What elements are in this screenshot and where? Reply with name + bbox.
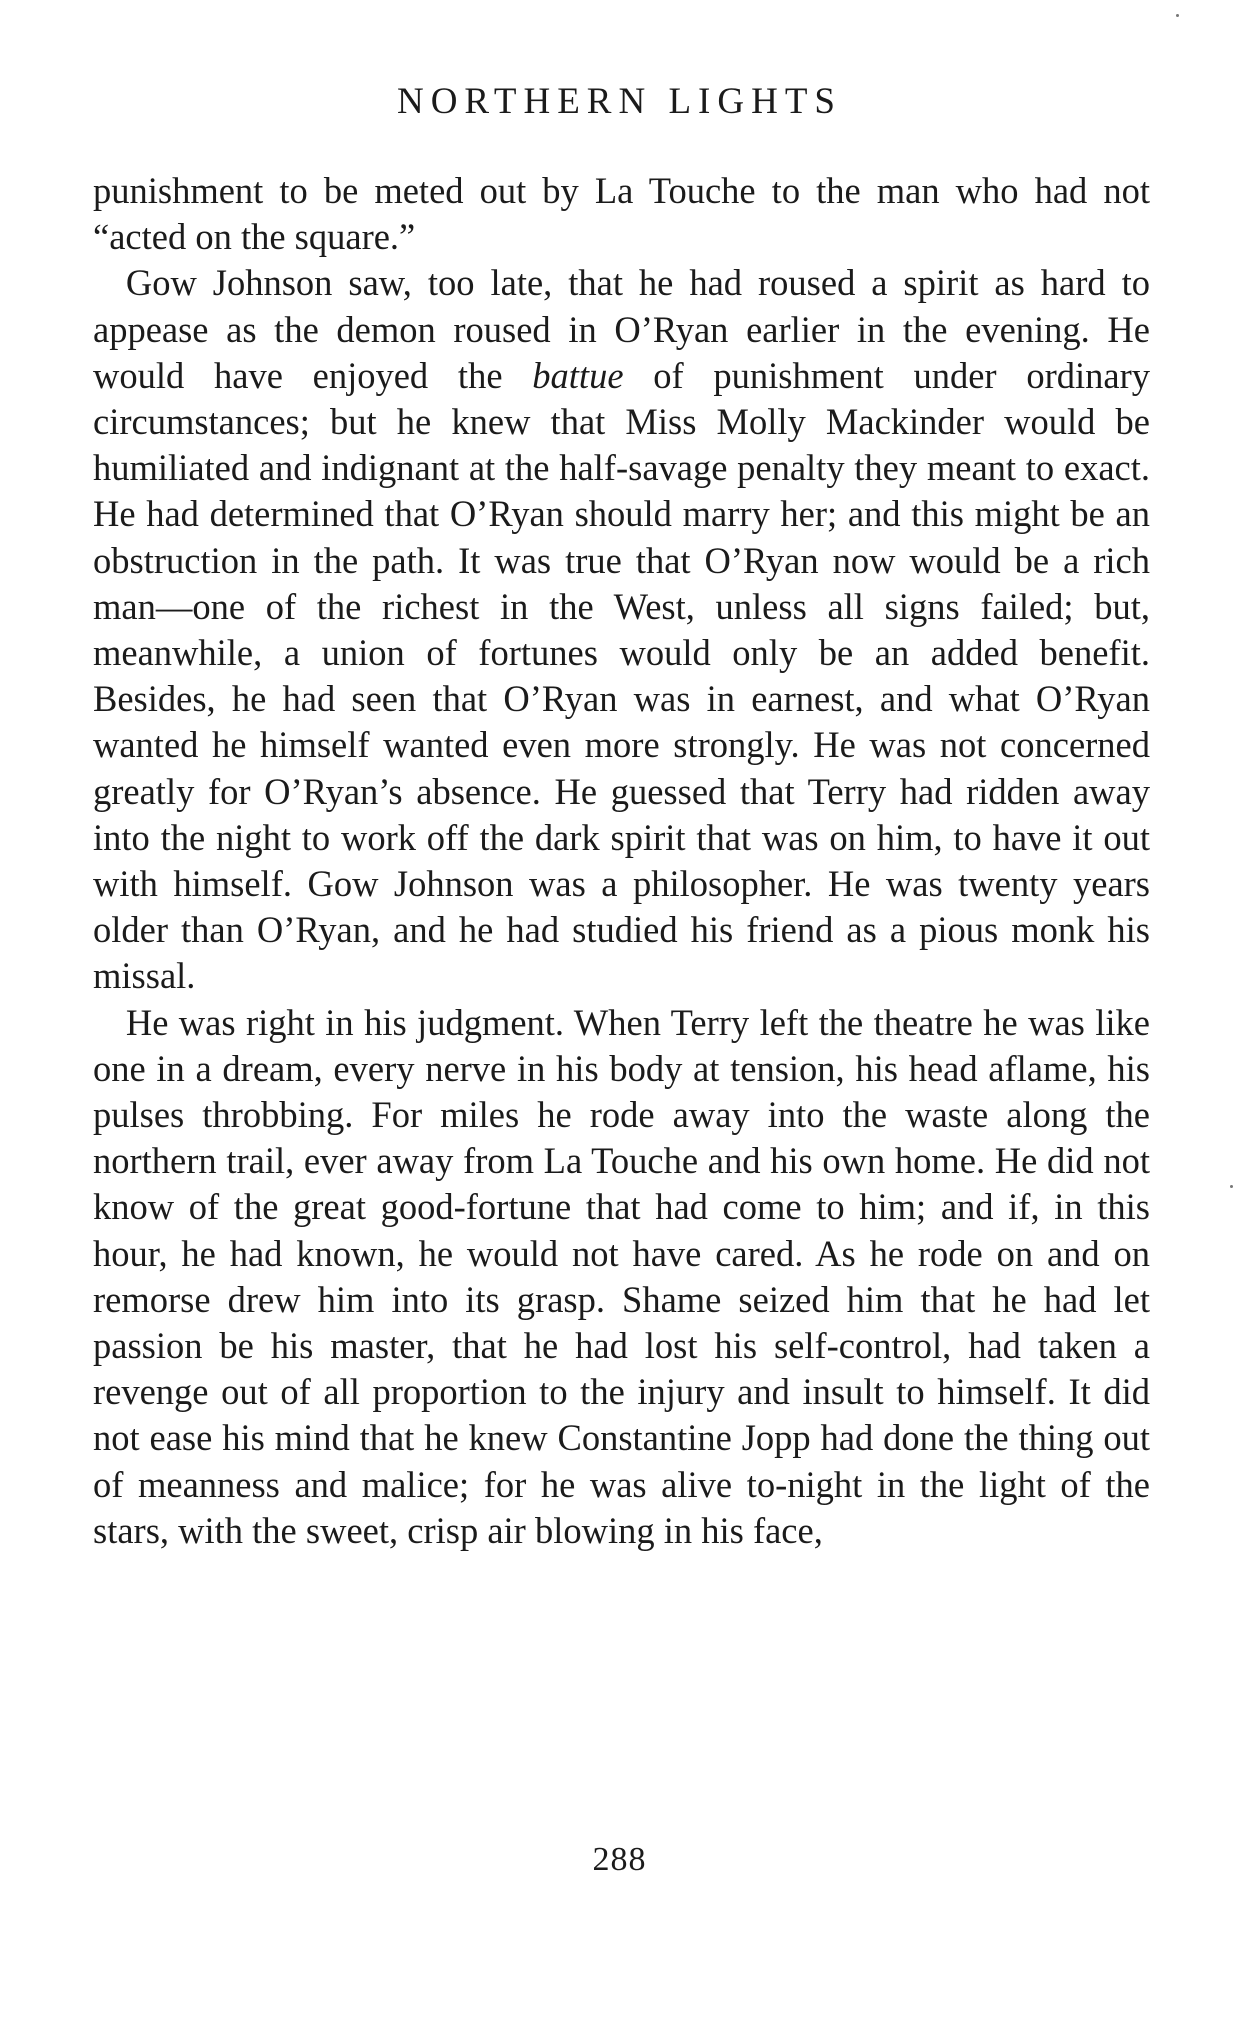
running-head: NORTHERN LIGHTS	[396, 81, 842, 122]
text-segment: Gow Johnson saw, too late, that he had roused a spirit as hard to appease as the demon roused in O’Ryan earlier in the evening. He would have enjoyed the	[93, 262, 1150, 396]
paragraph	[93, 168, 1150, 260]
italic-text: battue	[532, 354, 624, 396]
scan-speck	[1230, 1185, 1233, 1188]
text-segment: He was right in his judgment. When Terry left the theatre he was like one in a dream, every nerve in his body at tension, his head aflame, his pulses throbbing. For miles he rode away into the waste along the northern trail, ever away from La Touche and his own home. He did not know of the great good-fortune that had come to him; and if, in this hour, he had known, he would not have cared. As he rode on and on remorse drew him into its grasp. Shame seized him that he had let passion be his master, that he had lost his self-control, had taken a revenge out of all proportion to the injury and insult to himself. It did not ease his mind that he knew Constantine Jopp had done the thing out of meanness and malice; for he was alive to-night in the light of the stars, with the sweet, crisp air blowing in his face,	[93, 1001, 1150, 1551]
paragraph	[93, 1000, 1150, 1554]
scan-speck	[1176, 14, 1179, 17]
text-segment: punishment to be meted out by La Touche to the man who had not “acted on the square.”	[93, 170, 1150, 258]
page-number: 288	[592, 1841, 647, 1878]
text-segment: of punishment under ordinary circumstances; but he knew that Miss Molly Mackinder would be humiliated and indignant at the half-savage penalty they meant to exact. He had determined that O’Ryan should marry her; and this might be an obstruction in the path. It was true that O’Ryan now would be a rich man—one of the richest in the West, unless all signs failed; but, meanwhile, a union of fortunes would only be an added benefit. Besides, he had seen that O’Ryan was in earnest, and what O’Ryan wanted he himself wanted even more strongly. He was not concerned greatly for O’Ryan’s absence. He guessed that Terry had ridden away into the night to work off the dark spirit that was on him, to have it out with himself. Gow Johnson was a philosopher. He was twenty years older than O’Ryan, and he had studied his friend as a pious monk his missal.	[93, 354, 1150, 997]
body-text	[93, 168, 1150, 1554]
paragraph	[93, 260, 1150, 999]
